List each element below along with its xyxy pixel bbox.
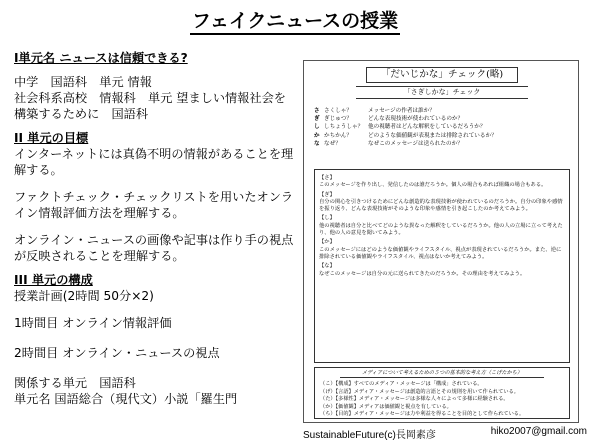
section-heading-goals: II 単元の目標 xyxy=(14,131,89,145)
media-concept: （こ）【構成】すべてのメディア・メッセージは「構成」されている。 xyxy=(320,381,483,388)
detail-heading: 【ぎ】 xyxy=(319,191,335,198)
section-heading-structure: III 単元の構成 xyxy=(14,273,93,287)
plan-line: 授業計画(2時間 50分×2) xyxy=(14,289,154,303)
email-text: hiko2007@gmail.com xyxy=(490,426,587,437)
check-word: ぎじゅつ？ xyxy=(324,116,352,123)
check-word: さくしゃ？ xyxy=(324,108,352,114)
media-concepts-box xyxy=(314,367,570,419)
related-unit-name: 単元名 国語総合（現代文）小説「羅生門 xyxy=(14,392,238,406)
footer xyxy=(303,426,587,441)
unit-line: 中学 国語科 単元 情報 xyxy=(14,75,152,89)
media-concept: （ち）【目的】メディア・メッセージは力や利益を得ることを目的として作られている。 xyxy=(320,411,525,418)
checklist-subtitle: 「さぎしかな」チェック xyxy=(356,86,528,99)
check-desc: 他の視聴者はどんな解釈をしているだろうか？ xyxy=(368,124,486,131)
check-key: し xyxy=(314,124,320,131)
checklist-panel xyxy=(303,60,579,423)
check-row xyxy=(314,124,572,132)
check-desc: どのような価値観が表現または排除されているか？ xyxy=(368,132,497,139)
check-desc: どんな表現技術が使われているのか？ xyxy=(368,116,464,123)
check-row xyxy=(314,108,572,116)
unit-line: 社会科系高校 情報科 単元 望ましい情報社会を構築するために 国語科 xyxy=(14,91,286,121)
check-word: かちかん？ xyxy=(324,132,352,139)
checklist-title: 「だいじかな」チェック(略) xyxy=(366,67,518,83)
media-concept: （げ）【言語】メディア・メッセージは創造的言語とその規則を用いて作られている。 xyxy=(320,388,519,395)
media-concept: （た）【多様性】メディア・メッセージは多様な人々によって多様に経験される。 xyxy=(320,396,509,403)
page-title: フェイクニュースの授業 xyxy=(0,6,590,33)
lesson-outline xyxy=(14,50,296,407)
goal-text: インターネットには真偽不明の情報があることを理解する。 xyxy=(14,147,294,177)
detail-text: 自分の関心を引きつけるためにどんな創造的な表現技術が使われているのだろうか。自分の印象や感情を振り返り、どんな表現技術がそのような印象や感情を引き起こしたのか考えてみよう。 xyxy=(319,198,563,213)
credit-text: SustainableFuture(c)長岡素彦 xyxy=(303,430,436,441)
related-unit: 関係する単元 国語科 xyxy=(14,376,136,390)
goal-text: オンライン・ニュースの画像や記事は作り手の視点が反映されることを理解する。 xyxy=(14,233,294,263)
check-desc: メッセージの作者は誰か？ xyxy=(368,108,435,114)
plan-line: 2時間目 オンライン・ニュースの視点 xyxy=(14,346,220,360)
detail-text: なぜこのメッセージは自分の元に送られてきたのだろうか。その理由を考えてみよう。 xyxy=(319,270,526,277)
check-row xyxy=(314,133,572,141)
section-heading-unit: I単元名 ニュースは信頼できる? xyxy=(14,51,188,65)
check-word: しちょうしゃ？ xyxy=(324,124,364,131)
plan-line: 1時間目 オンライン情報評価 xyxy=(14,316,172,330)
check-key: さ xyxy=(314,108,320,114)
check-key: ぎ xyxy=(314,116,320,123)
detail-heading: 【さ】 xyxy=(319,175,335,181)
media-concept: （か）【価値観】メディアは価値観と視点を有している。 xyxy=(320,403,452,410)
check-details-box xyxy=(314,169,570,363)
check-word: なぜ？ xyxy=(324,140,341,147)
check-row xyxy=(314,141,572,149)
check-list xyxy=(314,108,572,149)
check-key: か xyxy=(314,132,320,139)
detail-heading: 【な】 xyxy=(319,263,335,270)
detail-text: このメッセージにはどのような価値観やライフスタイル、視点が表現されているだろうか。また、逆に排除されている価値観やライフスタイル、視点はないか考えてみよう。 xyxy=(319,246,562,260)
goal-text: ファクトチェック・チェックリストを用いたオンライン情報評価方法を理解する。 xyxy=(14,190,294,220)
media-concepts-title: メディアについて考えるための５つの基本的な考え方（こげたかち） xyxy=(340,370,544,378)
detail-heading: 【か】 xyxy=(319,239,335,246)
detail-text: このメッセージを作り出し、発信したのは誰だろうか。個人の場合もあれば組織の場合もある。 xyxy=(319,182,547,189)
check-desc: なぜこのメッセージは送られたのか？ xyxy=(368,140,463,147)
detail-text: 他の視聴者は自分と比べてどのような異なった解釈をしているだろうか。他の人の立場に立って考えたり、他の人の意見を聞いてみよう。 xyxy=(319,222,563,237)
detail-heading: 【し】 xyxy=(319,215,335,222)
check-key: な xyxy=(314,140,320,147)
